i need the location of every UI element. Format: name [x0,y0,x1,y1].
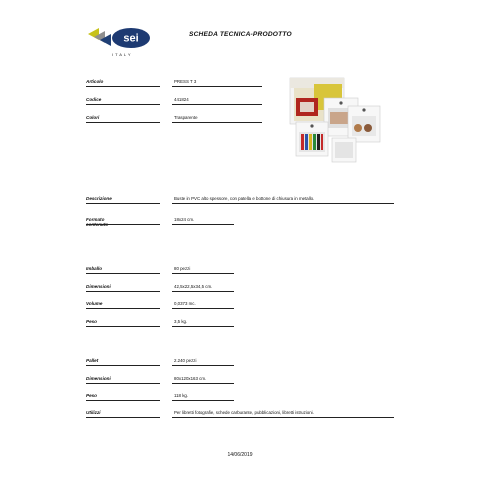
field-label: Volume [86,301,103,306]
field-label: Descrizione [86,196,112,201]
field-label: Imballo [86,266,103,271]
field-label: Dimensioni [86,376,111,381]
field-label: Codice [86,97,102,102]
field-label: Pallet [86,358,99,363]
label-rule [86,291,160,292]
label-rule [86,365,160,366]
value-rule [172,104,262,105]
value-rule [172,308,234,309]
field-value: Trasparente [174,115,198,120]
value-rule [172,291,234,292]
value-rule [172,400,234,401]
field-label: Utilizzi [86,410,101,415]
value-rule [172,224,234,225]
label-rule [86,326,160,327]
brand-subtitle: ITALY [112,52,133,57]
field-label: Colori [86,115,100,120]
label-rule [86,86,160,87]
field-label: Dimensioni [86,284,111,289]
value-rule [172,417,394,418]
value-rule [172,383,234,384]
field-value: 80 pezzi [174,266,191,271]
label-rule [86,400,160,401]
field-value: Per libretti fotografie, schede carburante, pubblicazioni, libretti istruzioni. [174,410,314,415]
label-rule [86,417,160,418]
value-rule [172,326,234,327]
field-value: 42,5x22,5x34,5 cm. [174,284,213,289]
label-rule [86,203,160,204]
label-rule [86,122,160,123]
field-value: Buste in PVC alto spessore, con patella e bottone di chiusura in metallo. [174,196,315,201]
document-title: SCHEDA TECNICA-PRODOTTO [189,31,292,38]
brand-logo [86,22,152,70]
field-value: 3,5 kg. [174,319,188,324]
field-value: 441824 [174,97,189,102]
field-label: Articolo [86,79,104,84]
document-date: 14/06/2019 [227,452,253,458]
field-label: Peso [86,393,97,398]
value-rule [172,86,262,87]
label-rule [86,273,160,274]
value-rule [172,122,262,123]
field-value: PRESS T 3 [174,79,197,84]
label-rule [86,104,160,105]
value-rule [172,203,394,204]
label-rule [86,383,160,384]
logo-wordmark: sei [123,32,139,45]
product-photo [286,76,390,168]
field-value: 80x120x163 cm. [174,376,207,381]
field-label: Peso [86,319,97,324]
field-value: 18x24 cm. [174,217,195,222]
field-value: 118 kg. [174,393,189,398]
value-rule [172,273,234,274]
label-rule [86,308,160,309]
field-label: Formato [86,217,105,222]
field-value: 2.240 pezzi [174,358,197,363]
field-value: 0,0373 mc. [174,301,196,306]
label-rule [86,224,160,225]
value-rule [172,365,234,366]
